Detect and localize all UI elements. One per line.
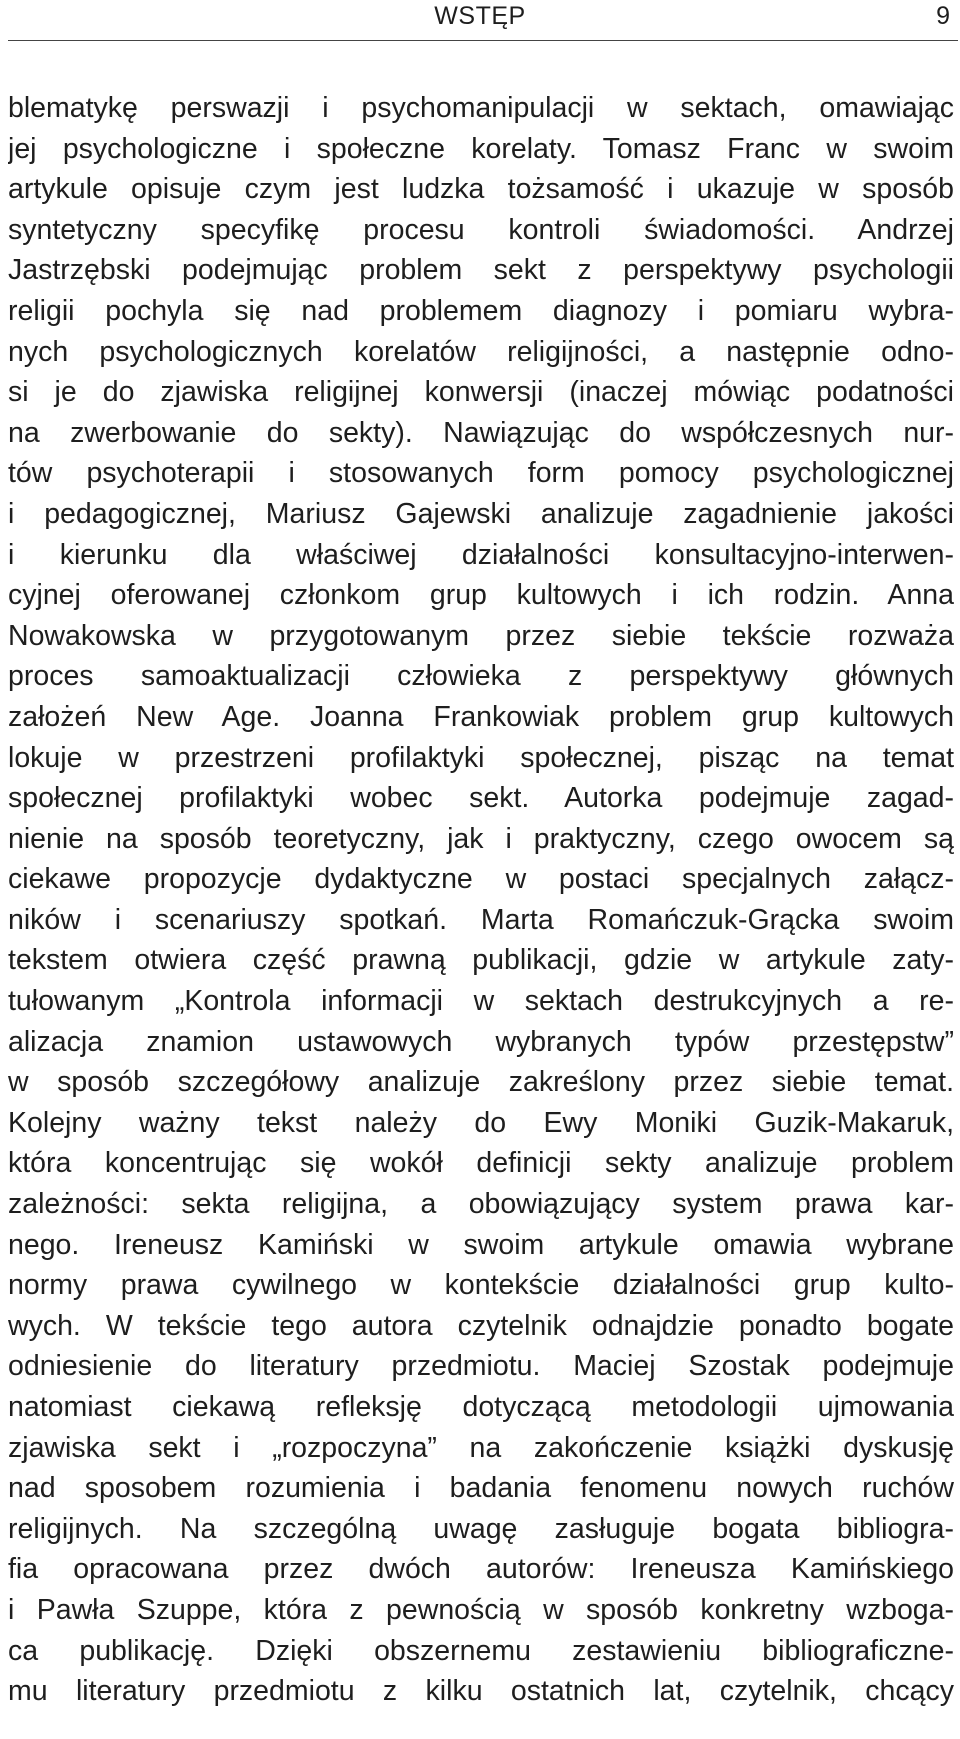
text-line: i pedagogicznej, Mariusz Gajewski analizuje zagadnienie jakości	[8, 497, 954, 530]
text-line: blematykę perswazji i psychomanipulacji w sektach, omawiając	[8, 92, 954, 124]
text-line: syntetyczny specyfikę procesu kontroli świadomości. Andrzej	[8, 213, 954, 246]
text-line: nych psychologicznych korelatów religijności, a następnie odno-	[8, 335, 954, 368]
text-line: i Pawła Szuppe, która z pewnością w sposób konkretny wzboga-	[8, 1593, 954, 1626]
body-paragraph	[8, 88, 954, 1712]
text-line: i kierunku dla właściwej działalności konsultacyjno-interwen-	[8, 538, 954, 571]
text-line: odniesienie do literatury przedmiotu. Maciej Szostak podejmuje	[8, 1350, 954, 1383]
text-line: która koncentrując się wokół definicji sekty analizuje problem	[8, 1147, 954, 1180]
text-line: Jastrzębski podejmując problem sekt z perspektywy psychologii	[8, 254, 954, 287]
text-line: natomiast ciekawą refleksję dotyczącą metodologii ujmowania	[8, 1391, 954, 1423]
text-line: tekstem otwiera część prawną publikacji, gdzie w artykule zaty-	[8, 944, 954, 977]
text-line: zjawiska sekt i „rozpoczyna” na zakończenie książki dyskusję	[8, 1431, 954, 1464]
text-line: Nowakowska w przygotowanym przez siebie tekście rozważa	[8, 619, 954, 652]
text-line: nad sposobem rozumienia i badania fenomenu nowych ruchów	[8, 1472, 954, 1505]
text-line: ciekawe propozycje dydaktyczne w postaci specjalnych załącz-	[8, 863, 954, 896]
text-line: na zwerbowanie do sekty). Nawiązując do współczesnych nur-	[8, 416, 954, 449]
text-line: wych. W tekście tego autora czytelnik odnajdzie ponadto bogate	[8, 1309, 954, 1342]
text-line: lokuje w przestrzeni profilaktyki społecznej, pisząc na temat	[8, 741, 954, 774]
text-line: nego. Ireneusz Kamiński w swoim artykule omawia wybrane	[8, 1228, 954, 1261]
text-line: artykule opisuje czym jest ludzka tożsamość i ukazuje w sposób	[8, 173, 954, 206]
page-number: 9	[936, 2, 950, 30]
text-line: nienie na sposób teoretyczny, jak i praktyczny, czego owocem są	[8, 822, 954, 855]
text-line: fia opracowana przez dwóch autorów: Ireneusza Kamińskiego	[8, 1553, 954, 1586]
text-line: religijnych. Na szczególną uwagę zasługuje bogata bibliogra-	[8, 1512, 954, 1545]
text-line: ca publikację. Dzięki obszernemu zestawieniu bibliograficzne-	[8, 1634, 954, 1667]
header-rule	[8, 40, 958, 41]
text-line: założeń New Age. Joanna Frankowiak problem grup kultowych	[8, 700, 954, 733]
text-line: alizacja znamion ustawowych wybranych typów przestępstw”	[8, 1025, 954, 1058]
text-line: tułowanym „Kontrola informacji w sektach destrukcyjnych a re-	[8, 985, 954, 1018]
text-line: proces samoaktualizacji człowieka z perspektywy głównych	[8, 660, 954, 693]
running-head: WSTĘP	[434, 2, 526, 30]
text-line: si je do zjawiska religijnej konwersji (inaczej mówiąc podatności	[8, 376, 954, 409]
text-line: normy prawa cywilnego w kontekście działalności grup kulto-	[8, 1269, 954, 1302]
text-line: jej psychologiczne i społeczne korelaty. Tomasz Franc w swoim	[8, 132, 954, 165]
text-line: tów psychoterapii i stosowanych form pomocy psychologicznej	[8, 457, 954, 490]
text-line: cyjnej oferowanej członkom grup kultowych i ich rodzin. Anna	[8, 579, 954, 612]
text-line: religii pochyla się nad problemem diagnozy i pomiaru wybra-	[8, 294, 954, 327]
text-line: społecznej profilaktyki wobec sekt. Autorka podejmuje zagad-	[8, 782, 954, 815]
page-header	[0, 0, 960, 42]
text-line: Kolejny ważny tekst należy do Ewy Moniki Guzik-Makaruk,	[8, 1106, 954, 1139]
text-line: w sposób szczegółowy analizuje zakreślony przez siebie temat.	[8, 1066, 954, 1099]
text-line: ników i scenariuszy spotkań. Marta Romańczuk-Grącka swoim	[8, 903, 954, 936]
text-line: mu literatury przedmiotu z kilku ostatnich lat, czytelnik, chcący	[8, 1675, 954, 1708]
text-line: zależności: sekta religijna, a obowiązujący system prawa kar-	[8, 1188, 954, 1221]
